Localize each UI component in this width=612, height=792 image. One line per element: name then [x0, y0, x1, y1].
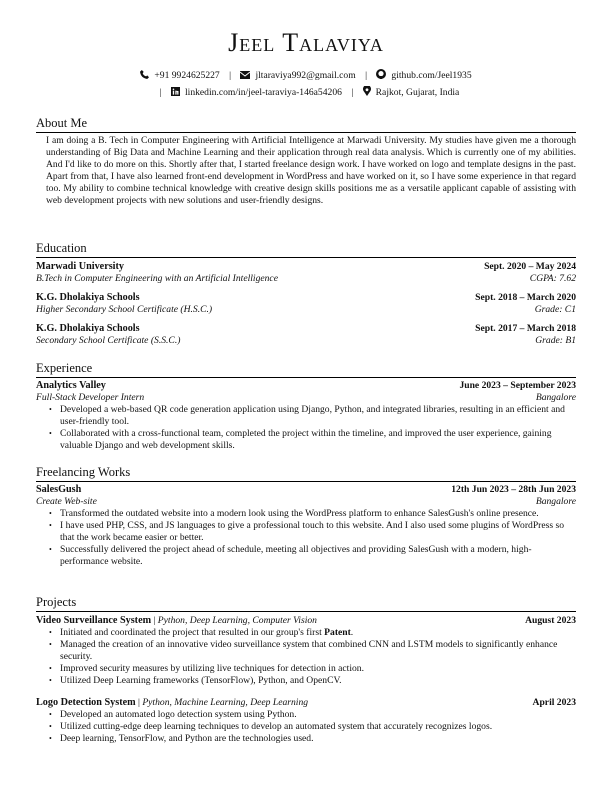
company: Analytics Valley [36, 380, 106, 391]
separator: | [159, 87, 162, 98]
role: Full-Stack Developer Intern [36, 392, 145, 403]
experience-section [36, 361, 576, 452]
bullet: • Utilized cutting-edge deep learning techniques to develop an automated system that accurately recognizes logos. [60, 721, 576, 733]
bullet [60, 627, 576, 639]
bullet: • Utilized Deep Learning frameworks (TensorFlow), Python, and OpenCV. [60, 675, 576, 687]
education-entry [36, 323, 576, 347]
bullet: • Developed an automated logo detection system using Python. [60, 709, 576, 721]
project-date: April 2023 [532, 697, 576, 708]
linkedin-link[interactable]: linkedin.com/in/jeel-taraviya-146a54206 [185, 87, 342, 98]
github-link[interactable]: github.com/Jeel1935 [391, 70, 472, 81]
dates: 12th Jun 2023 – 28th Jun 2023 [451, 484, 576, 495]
projects-section [36, 595, 576, 745]
bullet: • I have used PHP, CSS, and JS languages to give a professional touch to this website. And I also used some plugins of WordPress so that the work became easier or better. [60, 520, 576, 544]
school: K.G. Dholakiya Schools [36, 323, 140, 334]
dates: June 2023 – September 2023 [459, 380, 576, 391]
degree: Secondary School Certificate (S.S.C.) [36, 335, 181, 346]
section-title: Projects [36, 595, 576, 612]
role: Create Web-site [36, 496, 97, 507]
project-header: Logo Detection System | Python, Machine Learning, Deep Learning April 2023 [36, 697, 576, 708]
phone-icon [140, 70, 149, 82]
dates: Sept. 2018 – March 2020 [475, 292, 576, 303]
section-title: Experience [36, 361, 576, 378]
location: Rajkot, Gujarat, India [375, 87, 460, 98]
contact-line-2 [0, 86, 612, 99]
resume-name: Jeel Talaviya [228, 28, 384, 57]
education-entry [36, 261, 576, 285]
bullet-text: Initiated and coordinated the project that resulted in our group's first [60, 627, 325, 638]
grade: Grade: B1 [535, 335, 576, 346]
about-section [36, 116, 576, 207]
bullet: • Deep learning, TensorFlow, and Python are the technologies used. [60, 733, 576, 745]
bullet: • Developed a web-based QR code generation application using Django, Python, and integrated libraries, resulting in an efficient and user-friendly tool. [60, 404, 576, 428]
dates: Sept. 2020 – May 2024 [484, 261, 576, 272]
phone[interactable]: +91 9924625227 [154, 70, 220, 81]
project-tech: Python, Machine Learning, Deep Learning [142, 697, 309, 708]
project-tech: Python, Deep Learning, Computer Vision [157, 615, 317, 626]
degree: Higher Secondary School Certificate (H.S.C.) [36, 304, 213, 315]
separator: | [365, 70, 368, 81]
project-header: Video Surveillance System | Python, Deep Learning, Computer Vision August 2023 [36, 615, 576, 626]
grade: Grade: C1 [534, 304, 576, 315]
about-text: I am doing a B. Tech in Computer Engineering with Artificial Intelligence at Marwadi University. My studies have given me a thorough understanding of Big Data and Machine Learning and their application through real data analysis. Which is currently one of my abilities. And I'd like to do more on this. Shortly after that, I started freelance design work. I have worked on logo and template designs in the past. Apart from that, I have also learned front-end development in WordPress and have worked on it, so I have some experience in that regard too. My ability to combine technical knowledge with creative design skills positions me as a versatile applicant capable of assisting with web development projects with new solutions and user-friendly designs. [46, 135, 576, 206]
bullet: • Collaborated with a cross-functional team, completed the project within the timeline, and improved the user experience, gaining valuable Django and web development skills. [60, 428, 576, 452]
degree: B.Tech in Computer Engineering with an Artificial Intelligence [36, 273, 278, 284]
bullet: • Improved security measures by utilizing live techniques for detection in action. [60, 663, 576, 675]
email-link[interactable]: jltaraviya992@gmail.com [255, 70, 356, 81]
location: Bangalore [535, 392, 576, 403]
patent-highlight: Patent [324, 627, 351, 638]
github-icon [376, 69, 386, 82]
project-date: August 2023 [525, 615, 576, 626]
school: Marwadi University [36, 261, 124, 272]
bullet-text: . [350, 627, 354, 638]
bullet-list [36, 404, 576, 452]
section-title: Education [36, 241, 576, 258]
separator: | [351, 87, 354, 98]
dates: Sept. 2017 – March 2018 [475, 323, 576, 334]
grade: CGPA: 7.62 [529, 273, 576, 284]
contact-line-1 [0, 69, 612, 82]
project-name: Video Surveillance System [36, 615, 152, 626]
school: K.G. Dholakiya Schools [36, 292, 140, 303]
email-icon [240, 71, 250, 82]
section-title: Freelancing Works [36, 465, 576, 482]
freelancing-section [36, 465, 576, 568]
location-pin-icon [363, 86, 371, 99]
company: SalesGush [36, 484, 82, 495]
bullet-list [36, 709, 576, 745]
separator: | [229, 70, 232, 81]
linkedin-icon [171, 87, 180, 99]
education-entry [36, 292, 576, 316]
bullet-list [36, 627, 576, 687]
bullet: • Transformed the outdated website into a modern look using the WordPress platform to enhance SalesGush's online presence. [60, 508, 576, 520]
bullet: • Managed the creation of an innovative video surveillance system that combined CNN and LSTM models to significantly enhance security. [60, 639, 576, 663]
location: Bangalore [535, 496, 576, 507]
section-title: About Me [36, 116, 576, 133]
bullet: • Successfully delivered the project ahead of schedule, meeting all objectives and providing SalesGush with a modern, high-performance website. [60, 544, 576, 568]
education-section [36, 241, 576, 347]
bullet-list [36, 508, 576, 568]
project-name: Logo Detection System [36, 697, 136, 708]
